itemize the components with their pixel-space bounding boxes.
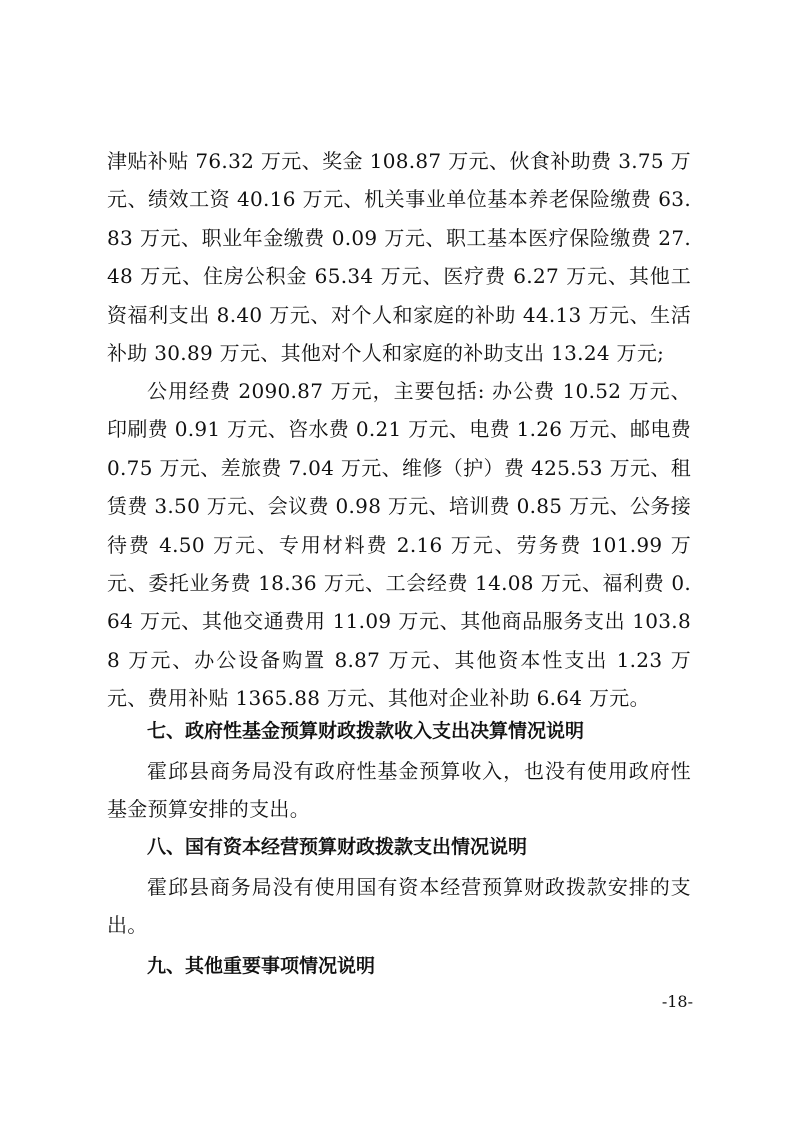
heading-section-seven: 七、政府性基金预算财政拨款收入支出决算情况说明: [147, 720, 585, 742]
page-number: -18-: [661, 992, 693, 1011]
heading-section-eight: 八、国有资本经营预算财政拨款支出情况说明: [147, 836, 528, 858]
paragraph-public-expenses: 公用经费 2090.87 万元，主要包括: 办公费 10.52 万元、印刷费 0.91 万元、咨水费 0.21 万元、电费 1.26 万元、邮电费 0.75 万元、差旅费 7.04 万元、维修（护）费 425.53 万元、租赁费 3.50 万元、会议费 0.98 万元、培训费 0.85 万元、公务接待费 4.50 万元、专用材料费 2.16 万元、劳务费 101.99 万元、委托业务费 18.36 万元、工会经费 14.08 万元、福利费 0.64 万元、其他交通费用 11.09 万元、其他商品服务支出 103.88 万元、办公设备购置 8.87 万元、其他资本性支出 1.23 万元、费用补贴 1365.88 万元、其他对企业补助 6.64 万元。: [107, 379, 691, 711]
paragraph-government-fund: 霍邱县商务局没有政府性基金预算收入，也没有使用政府性基金预算安排的支出。: [107, 759, 691, 822]
paragraph-state-capital: 霍邱县商务局没有使用国有资本经营预算财政拨款安排的支出。: [107, 875, 691, 938]
heading-section-nine: 九、其他重要事项情况说明: [147, 955, 376, 977]
paragraph-personnel-expenses: 津贴补贴 76.32 万元、奖金 108.87 万元、伙食补助费 3.75 万元、绩效工资 40.16 万元、机关事业单位基本养老保险缴费 63.83 万元、职业年金缴费 0.09 万元、职工基本医疗保险缴费 27.48 万元、住房公积金 65.34 万元、医疗费 6.27 万元、其他工资福利支出 8.40 万元、对个人和家庭的补助 44.13 万元、生活补助 30.89 万元、其他对个人和家庭的补助支出 13.24 万元;: [107, 149, 691, 366]
